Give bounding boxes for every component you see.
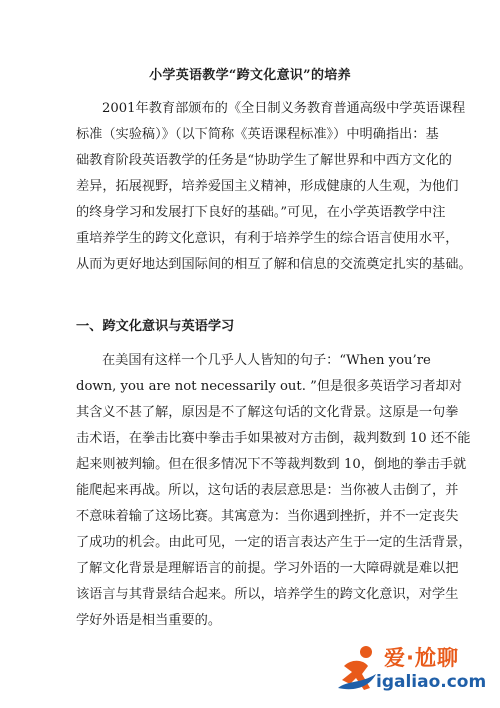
paragraph-line: 了解文化背景是理解语言的前提。学习外语的一大障碍就是难以把 <box>76 561 459 576</box>
paragraph-line: 学好外语是相当重要的。 <box>76 613 222 628</box>
paragraph-line: 标准（实验稿）》（以下简称《英语课程标准》）中明确指出：基 <box>76 127 439 142</box>
paragraph-line: 2001年教育部颁布的《全日制义务教育普通高级中学英语课程 <box>102 101 466 116</box>
watermark-logo <box>336 638 486 698</box>
intro-paragraph <box>76 96 472 278</box>
paragraph-line: 的终身学习和发展打下良好的基础。”可见，在小学英语教学中注 <box>76 205 446 220</box>
watermark-brand: 爱·尬聊 <box>384 646 459 670</box>
paragraph-line: down, you are not necessarily out. ”但是很多英语学习者却对 <box>76 379 462 394</box>
paragraph-line: 从而为更好地达到国际间的相互了解和信息的交流奠定扎实的基础。 <box>76 257 472 272</box>
paragraph-line: 础教育阶段英语教学的任务是“协助学生了解世界和中西方文化的 <box>76 153 452 168</box>
paragraph-line: 重培养学生的跨文化意识，有利于培养学生的综合语言使用水平， <box>76 231 459 246</box>
section-paragraph <box>76 348 472 634</box>
running-figure-icon <box>336 644 380 694</box>
paragraph-line: 差异，拓展视野，培养爱国主义精神，形成健康的人生观，为他们 <box>76 179 459 194</box>
paragraph-line: 不意味着输了这场比赛。其寓意为：当你遇到挫折，并不一定丧失 <box>76 509 459 524</box>
section-heading: 一、跨文化意识与英语学习 <box>76 319 235 334</box>
paragraph-line: 了成功的机会。由此可见，一定的语言表达产生于一定的生活背景， <box>76 535 472 550</box>
paragraph-line: 在美国有这样一个几乎人人皆知的句子：“When you’re <box>102 353 431 368</box>
paragraph-line: 能爬起来再战。所以，这句话的表层意思是：当你被人击倒了，并 <box>76 483 459 498</box>
paragraph-line: 起来则被判输。但在很多情况下不等裁判数到 10，倒地的拳击手就 <box>76 457 467 472</box>
paragraph-line: 其含义不甚了解，原因是不了解这句话的文化背景。这原是一句拳 <box>76 405 459 420</box>
paragraph-line: 击术语，在拳击比赛中拳击手如果被对方击倒，裁判数到 10 还不能 <box>76 431 471 446</box>
paragraph-line: 该语言与其背景结合起来。所以，培养学生的跨文化意识，对学生 <box>76 587 459 602</box>
watermark-url: igaliao.com <box>376 672 487 692</box>
document-title: 小学英语教学“跨文化意识”的培养 <box>149 68 351 83</box>
